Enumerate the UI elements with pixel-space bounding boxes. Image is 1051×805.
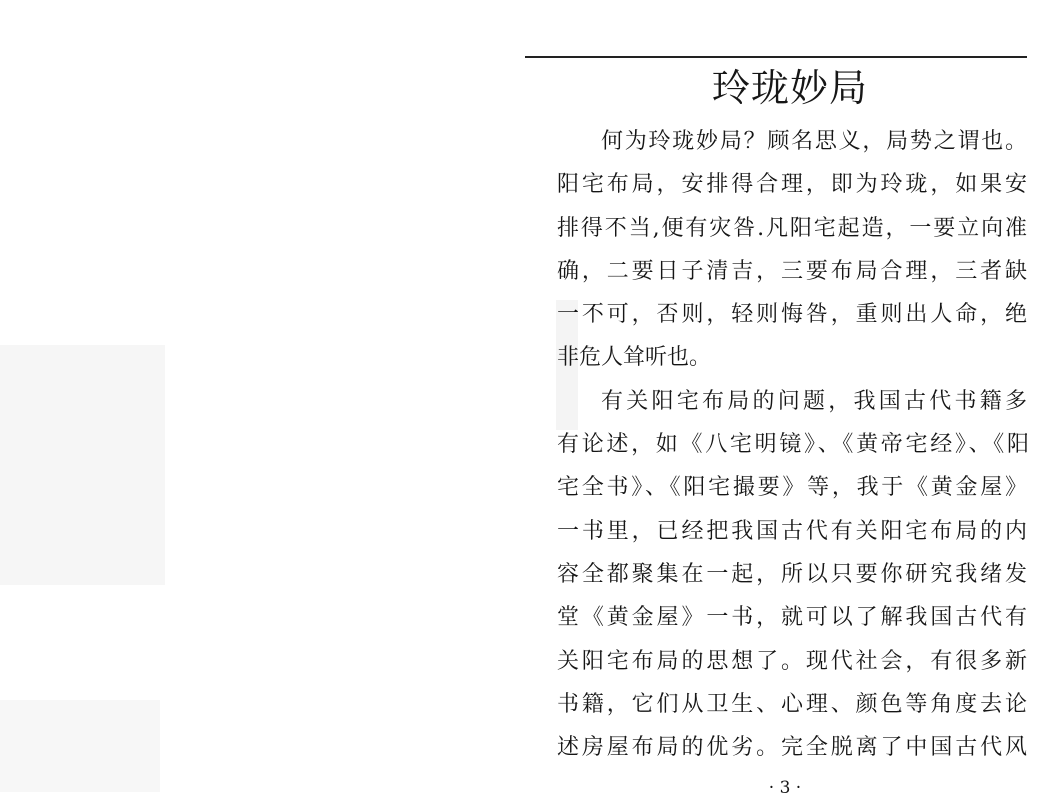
chapter-title: 玲珑妙局: [711, 66, 868, 110]
text-line: 容全都聚集在一起，所以只要你研究我绪发: [557, 561, 1027, 587]
page-number: · 3 ·: [768, 778, 802, 798]
text-line: 书籍，它们从卫生、心理、颜色等角度去论: [557, 691, 1027, 717]
text-line: 述房屋布局的优劣。完全脱离了中国古代风: [557, 735, 1027, 761]
text-line: 一不可，否则，轻则悔咎，重则出人命，绝: [557, 302, 1027, 328]
text-line: 堂《黄金屋》一书，就可以了解我国古代有: [557, 605, 1027, 631]
text-line: 宅全书》、《阳宅撮要》等，我于《黄金屋》: [557, 475, 1027, 501]
text-line: 关阳宅布局的思想了。现代社会，有很多新: [557, 648, 1027, 674]
header-rule: [525, 56, 1027, 58]
text-line: 何为玲珑妙局？顾名思义，局势之谓也。: [601, 129, 1027, 154]
body-text: [557, 120, 1027, 769]
text-line: 阳宅布局，安排得合理，即为玲珑，如果安: [557, 172, 1027, 198]
paragraph: [557, 120, 1027, 380]
text-line: 确，二要日子清吉，三要布局合理，三者缺: [557, 258, 1027, 284]
text-line: 有论述，如《八宅明镜》、《黄帝宅经》、《阳: [557, 432, 1027, 458]
scan-shadow: [0, 700, 160, 792]
text-line: 排得不当,便有灾咎.凡阳宅起造，一要立向准: [557, 215, 1027, 241]
text-line: 有关阳宅布局的问题，我国古代书籍多: [601, 388, 1027, 414]
scan-shadow: [0, 345, 165, 585]
paragraph: [557, 380, 1027, 770]
text-line: 一书里，已经把我国古代有关阳宅布局的内: [557, 518, 1027, 544]
text-line: 非危人耸听也。: [557, 345, 712, 371]
